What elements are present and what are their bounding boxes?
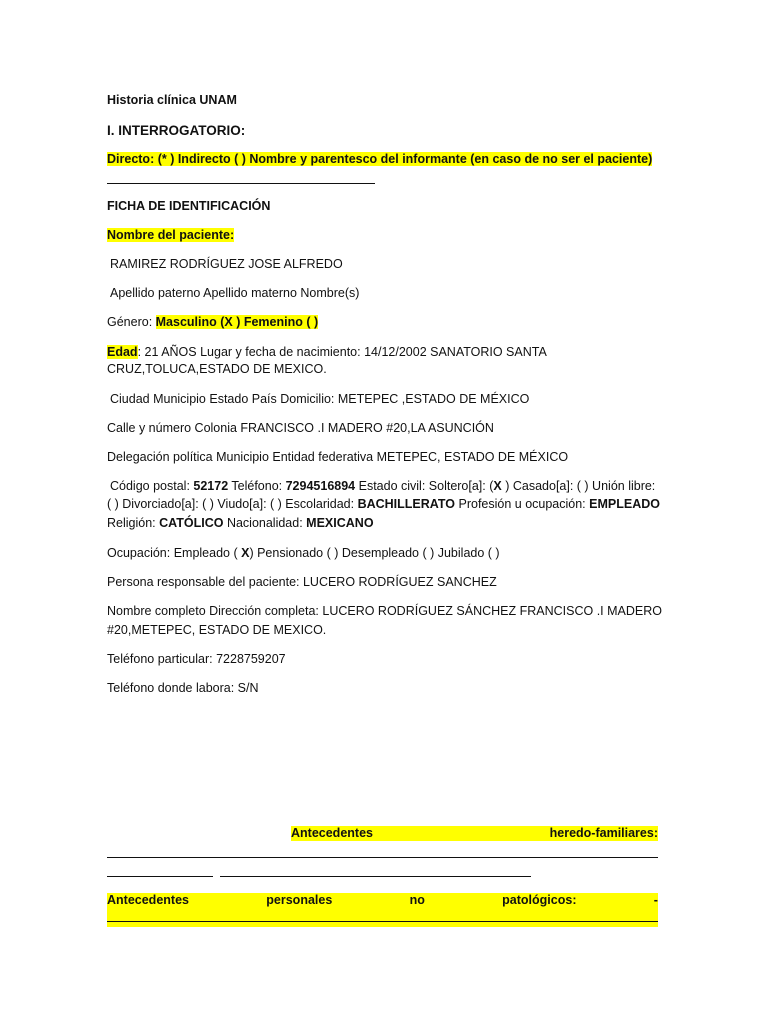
edad-line — [107, 345, 547, 360]
heredo-blank-2 — [107, 866, 531, 881]
informant-blank-line — [107, 173, 375, 188]
delegacion-line: Delegación política Municipio Entidad federativa METEPEC, ESTADO DE MÉXICO — [107, 450, 569, 464]
section-interrogatorio: I. INTERROGATORIO: — [107, 123, 246, 138]
heredo-blank-1 — [107, 847, 658, 862]
ocupacion-options: ) Pensionado ( ) Desempleado ( ) Jubilado ( ) — [249, 546, 500, 560]
edad-text: : 21 AÑOS Lugar y fecha de nacimiento: 14/12/2002 SANATORIO SANTA — [137, 345, 547, 359]
calle-line: Calle y número Colonia FRANCISCO .I MADERO #20,LA ASUNCIÓN — [107, 421, 494, 435]
responsable-line: Persona responsable del paciente: LUCERO RODRÍGUEZ SANCHEZ — [107, 575, 497, 589]
edad-line-2: CRUZ,TOLUCA,ESTADO DE MEXICO. — [107, 362, 327, 376]
escolaridad-line — [107, 497, 660, 512]
heredo-familiares-heading — [291, 826, 658, 841]
codigo-postal-line — [110, 479, 655, 494]
telefono-label: Teléfono: — [228, 479, 286, 493]
directo-indirecto-text: Directo: (* ) Indirecto ( ) Nombre y parentesco del informante (en caso de no ser el paciente) — [107, 152, 653, 166]
telefono-labora-line: Teléfono donde labora: S/N — [107, 681, 259, 695]
informant-line — [107, 152, 652, 167]
nombre-value: RAMIREZ RODRÍGUEZ JOSE ALFREDO — [110, 257, 343, 271]
nacionalidad-value: MEXICANO — [306, 516, 374, 530]
ocupacion-line — [107, 546, 500, 561]
estado-civil-options: ) Casado[a]: ( ) Unión libre: — [501, 479, 656, 493]
ficha-heading: FICHA DE IDENTIFICACIÓN — [107, 199, 271, 213]
no-patologicos-word-2: personales — [266, 893, 333, 907]
blank-underline — [107, 912, 658, 922]
heredo-word-2: heredo-familiares: — [549, 826, 658, 840]
genero-line — [107, 315, 318, 330]
no-patologicos-word-5: - — [653, 893, 658, 907]
nombre-label-line — [107, 228, 234, 243]
genero-label: Género: — [107, 315, 156, 329]
no-patologicos-word-1: Antecedentes — [107, 893, 189, 907]
empleado-mark: X — [241, 546, 250, 560]
heredo-word-1: Antecedentes — [291, 826, 373, 840]
cp-label: Código postal: — [110, 479, 194, 493]
blank-underline — [107, 848, 658, 858]
profesion-value: EMPLEADO — [589, 497, 660, 511]
cp-value: 52172 — [193, 479, 229, 493]
nacionalidad-label: Nacionalidad: — [223, 516, 307, 530]
escolaridad-value: BACHILLERATO — [357, 497, 456, 511]
nombre-label: Nombre del paciente: — [107, 228, 235, 242]
nombre-completo-line: Nombre completo Dirección completa: LUCERO RODRÍGUEZ SÁNCHEZ FRANCISCO .I MADERO — [107, 604, 662, 618]
nombre-completo-line-2: #20,METEPEC, ESTADO DE MEXICO. — [107, 623, 327, 637]
blank-underline — [107, 174, 375, 184]
document-title: Historia clínica UNAM — [107, 93, 237, 107]
ciudad-line: Ciudad Municipio Estado País Domicilio: METEPEC ,ESTADO DE MÉXICO — [110, 392, 530, 406]
religion-value: CATÓLICO — [159, 516, 224, 530]
soltero-mark: X — [493, 479, 502, 493]
apellidos-label: Apellido paterno Apellido materno Nombre(s) — [110, 286, 360, 300]
ocupacion-label: Ocupación: Empleado ( — [107, 546, 242, 560]
telefono-particular-line: Teléfono particular: 7228759207 — [107, 652, 286, 666]
religion-line — [107, 516, 374, 531]
escolaridad-label: ( ) Divorciado[a]: ( ) Viudo[a]: ( ) Escolaridad: — [107, 497, 358, 511]
no-patologicos-word-3: no — [409, 893, 425, 907]
no-patologicos-blank — [107, 911, 658, 926]
blank-underline — [107, 867, 213, 877]
no-patologicos-heading — [107, 893, 658, 908]
profesion-label: Profesión u ocupación: — [455, 497, 590, 511]
genero-value: Masculino (X ) Femenino ( ) — [155, 315, 319, 329]
edad-label: Edad — [107, 345, 138, 359]
estado-civil-label: Estado civil: Soltero[a]: ( — [355, 479, 494, 493]
telefono-value: 7294516894 — [285, 479, 356, 493]
religion-label: Religión: — [107, 516, 160, 530]
blank-underline — [220, 867, 531, 877]
no-patologicos-word-4: patológicos: — [502, 893, 577, 907]
